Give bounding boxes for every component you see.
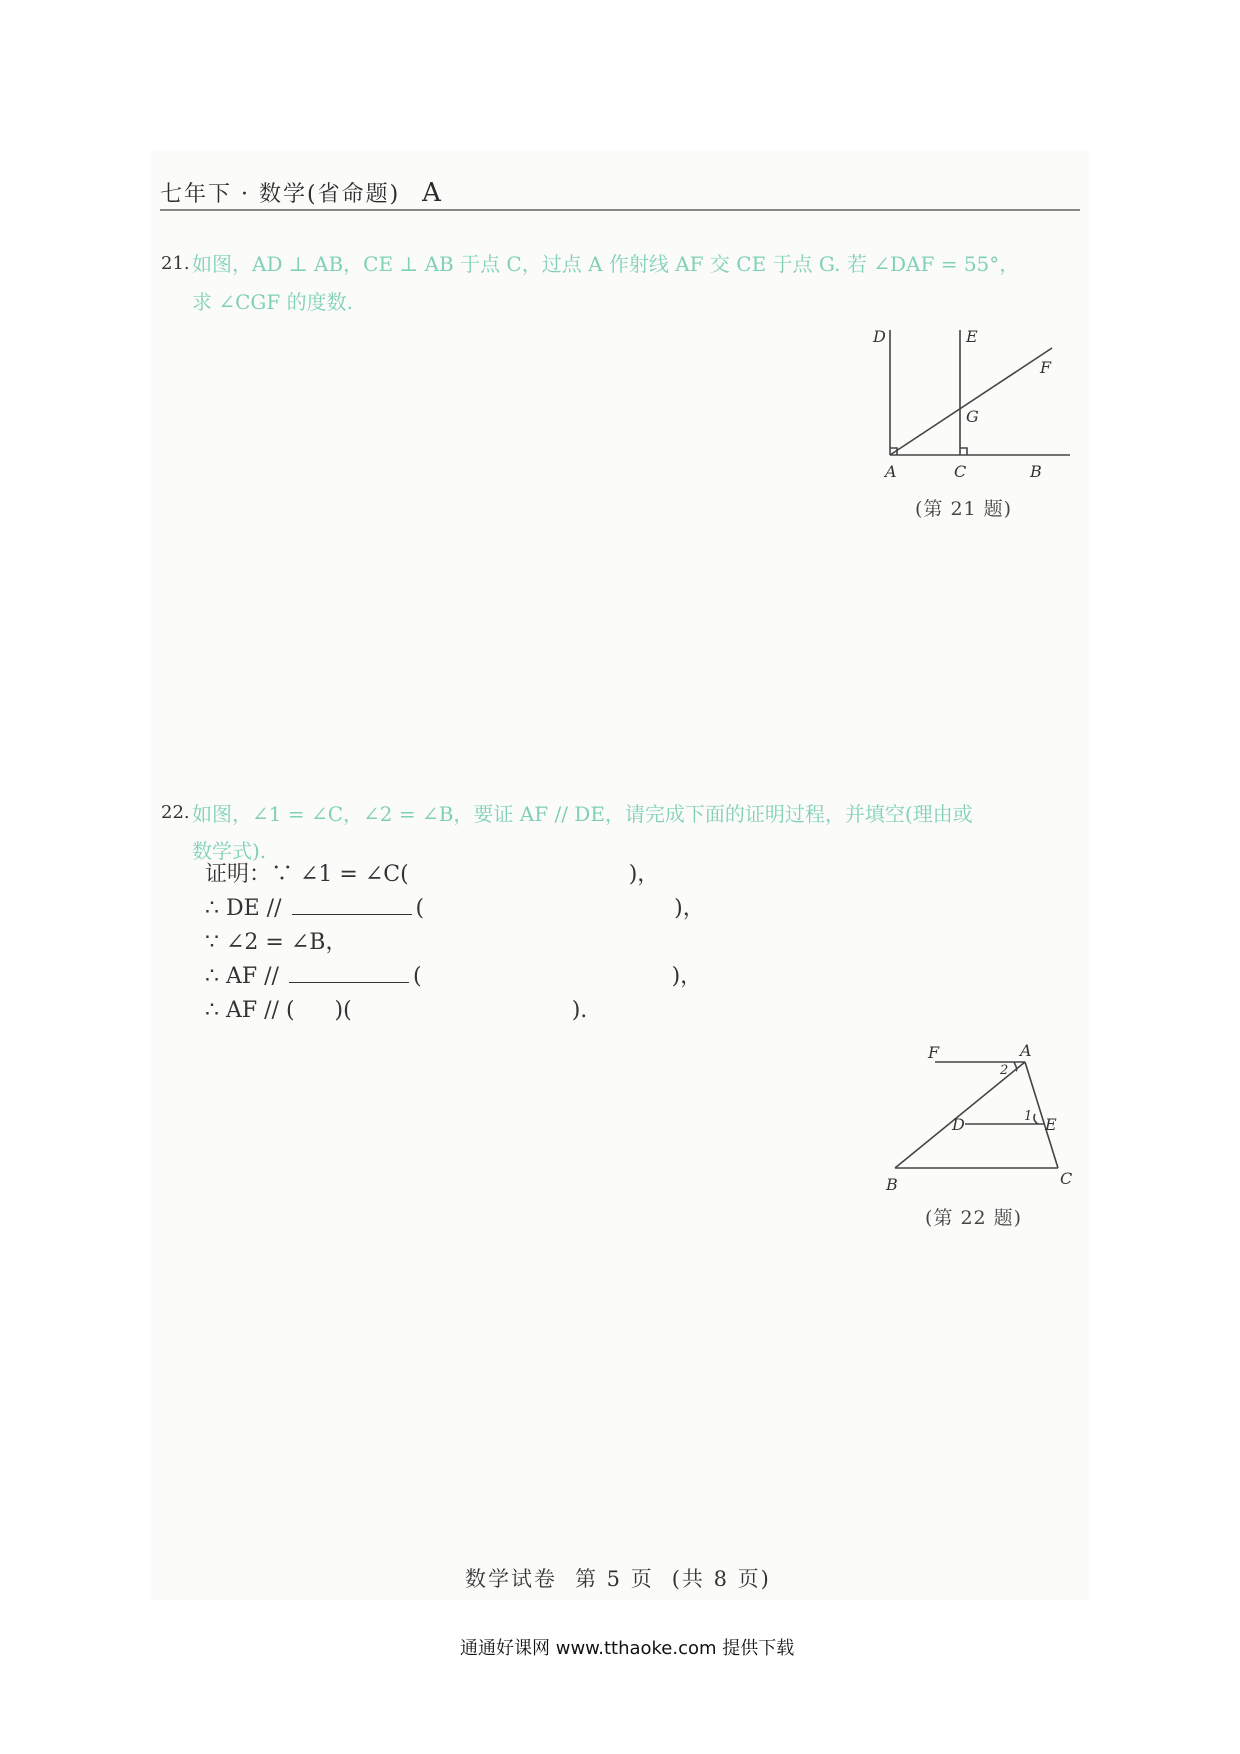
blank-de-parallel[interactable]: [292, 892, 412, 915]
label-A: A: [885, 462, 897, 481]
label-2: 2: [1000, 1063, 1009, 1078]
proof-line-1-end: )，: [628, 862, 660, 887]
ray-AF: [890, 348, 1052, 455]
right-angle-C: [960, 448, 967, 455]
label-B: B: [886, 1175, 898, 1194]
label-A: A: [1020, 1041, 1032, 1060]
label-C: C: [954, 462, 967, 481]
label-E: E: [966, 327, 978, 346]
header-rule: [160, 209, 1080, 211]
q22-proof: [205, 858, 705, 1028]
label-G: G: [966, 407, 979, 426]
proof-line-3-text: ∵ ∠2 = ∠B，: [205, 930, 348, 955]
proof-line-4-open: (: [412, 964, 422, 989]
proof-line-1-start: 证明：∵ ∠1 = ∠C(: [205, 862, 409, 887]
q22-text-line2: 数学式).: [192, 839, 267, 863]
proof-line-3: [205, 926, 705, 960]
blank-af-parallel[interactable]: [289, 960, 409, 983]
label-F: F: [1040, 358, 1052, 377]
footer-subject: 数学试卷: [465, 1567, 557, 1591]
label-D: D: [873, 327, 886, 346]
q21-number: 21.: [161, 253, 190, 274]
download-watermark: 通通好课网 www.tthaoke.com 提供下载: [460, 1638, 795, 1659]
proof-line-4: [205, 960, 705, 994]
proof-line-4-start: ∴ AF //: [205, 964, 279, 989]
proof-line-2-end: )，: [674, 896, 705, 921]
q22-caption: (第 22 题): [925, 1207, 1023, 1229]
angle-1-arc: [1034, 1114, 1038, 1124]
q22-figure: [880, 1040, 1080, 1200]
paper-version-mark: A: [422, 178, 443, 208]
page-header: [160, 177, 443, 208]
header-title: 七年下 · 数学(省命题): [160, 182, 401, 207]
proof-line-5: [205, 994, 705, 1028]
label-B: B: [1030, 462, 1042, 481]
proof-line-1: [205, 858, 705, 892]
label-C: C: [1060, 1169, 1073, 1188]
label-D: D: [952, 1115, 965, 1134]
label-F: F: [928, 1043, 940, 1062]
q21-figure: [860, 320, 1090, 490]
proof-line-5-end: ).: [571, 998, 588, 1023]
q22-number: 22.: [161, 802, 190, 823]
proof-line-4-end: )，: [671, 964, 703, 989]
proof-line-2-start: ∴ DE //: [205, 896, 282, 921]
proof-line-2: [205, 892, 705, 926]
page-footer: [465, 1563, 789, 1593]
label-1: 1: [1024, 1109, 1033, 1124]
footer-total: (共 8 页): [671, 1567, 771, 1591]
proof-line-5-start: ∴ AF // (: [205, 998, 295, 1023]
q21-caption: (第 21 题): [915, 498, 1013, 520]
proof-line-2-open: (: [415, 896, 425, 921]
label-E: E: [1045, 1115, 1057, 1134]
proof-line-5-mid: )(: [334, 998, 352, 1023]
footer-page: 第 5 页: [575, 1567, 654, 1591]
q21-text-line1: 如图，AD ⊥ AB，CE ⊥ AB 于点 C，过点 A 作射线 AF 交 CE 于点 G. 若 ∠DAF = 55°，: [192, 252, 1020, 276]
q22-text-line1: 如图，∠1 = ∠C，∠2 = ∠B，要证 AF // DE，请完成下面的证明过程，并填空(理由或: [192, 802, 973, 826]
q21-text-line2: 求 ∠CGF 的度数.: [192, 290, 353, 314]
